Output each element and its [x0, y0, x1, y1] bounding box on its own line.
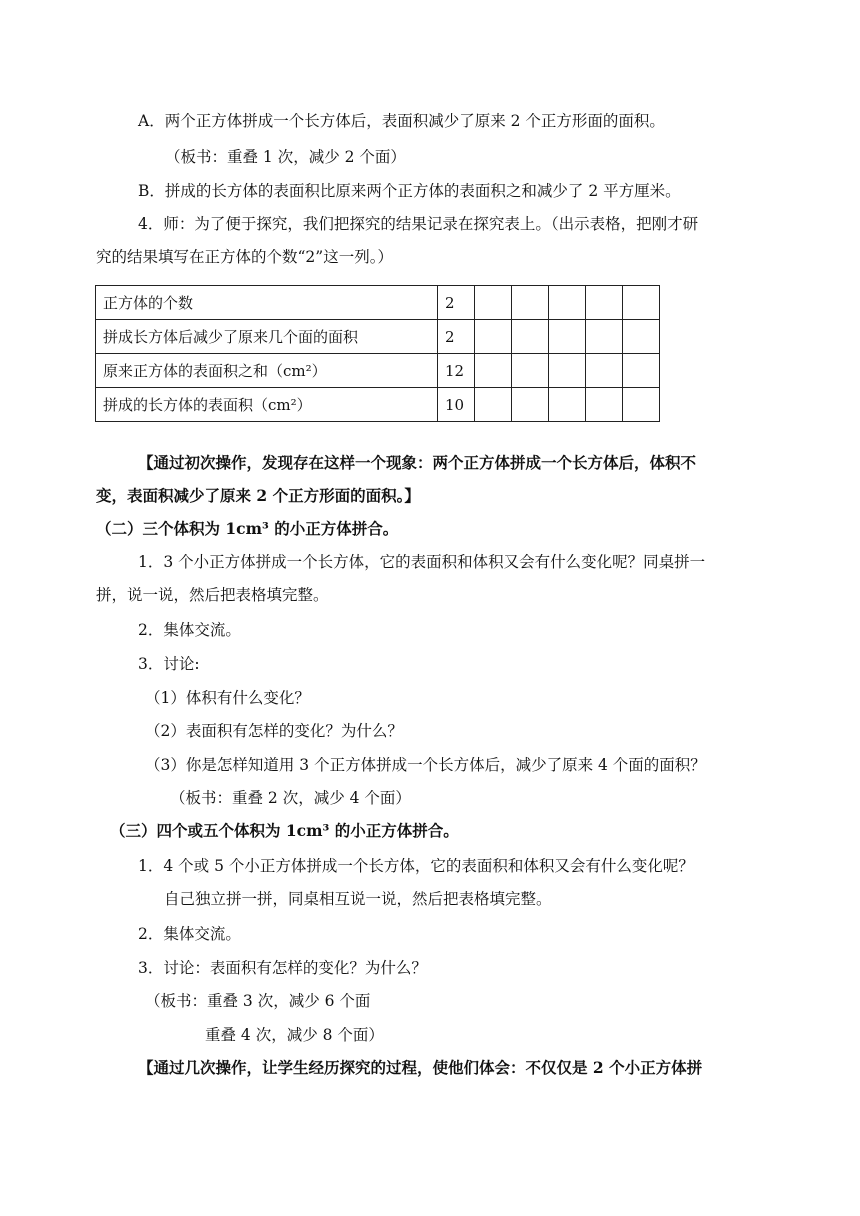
empty-cell [475, 388, 512, 422]
text-line: 2．集体交流。 [138, 621, 241, 639]
text-line: A．两个正方体拼成一个长方体后，表面积减少了原来 2 个正方形面的面积。 [138, 112, 665, 130]
empty-cell [623, 286, 660, 320]
results-table [95, 285, 660, 422]
empty-cell [512, 320, 549, 354]
empty-cell [623, 320, 660, 354]
bold-note: 变，表面积减少了原来 2 个正方形面的面积。】 [96, 486, 420, 505]
text-line: B．拼成的长方体的表面积比原来两个正方体的表面积之和减少了 2 平方厘米。 [138, 182, 681, 200]
text-line: 拼，说一说，然后把表格填完整。 [96, 586, 329, 604]
text-line: 2．集体交流。 [138, 925, 241, 943]
empty-cell [623, 354, 660, 388]
empty-cell [586, 354, 623, 388]
empty-cell [475, 354, 512, 388]
text-line: （板书：重叠 2 次，减少 4 个面） [170, 789, 411, 807]
table-row [96, 388, 660, 422]
text-line: 究的结果填写在正方体的个数“2”这一列。） [96, 248, 393, 266]
text-line: 自己独立拼一拼，同桌相互说一说，然后把表格填完整。 [164, 890, 552, 908]
text-line: （板书：重叠 3 次，减少 6 个面 [145, 992, 371, 1010]
table-cell: 12 [438, 354, 475, 388]
empty-cell [549, 286, 586, 320]
text-line: （1）体积有什么变化？ [145, 689, 310, 707]
text-line: 1．3 个小正方体拼成一个长方体，它的表面积和体积又会有什么变化呢？同桌拼一 [138, 553, 706, 571]
empty-cell [512, 286, 549, 320]
empty-cell [623, 388, 660, 422]
bold-note: 【通过几次操作，让学生经历探究的过程，使他们体会：不仅仅是 2 个小正方体拼 [138, 1058, 703, 1077]
text-line: 3．讨论: [138, 655, 200, 673]
empty-cell [586, 320, 623, 354]
text-line: （2）表面积有怎样的变化？为什么？ [145, 722, 403, 740]
table-row-label: 原来正方体的表面积之和（cm²） [96, 354, 438, 388]
table-row [96, 320, 660, 354]
empty-cell [549, 354, 586, 388]
empty-cell [586, 286, 623, 320]
empty-cell [475, 286, 512, 320]
table-cell: 2 [438, 320, 475, 354]
table-row-label: 正方体的个数 [96, 286, 438, 320]
text-line: 4．师：为了便于探究，我们把探究的结果记录在探究表上。（出示表格，把刚才研 [138, 215, 699, 233]
text-line: 3．讨论：表面积有怎样的变化？为什么？ [138, 959, 427, 977]
table-cell: 10 [438, 388, 475, 422]
text-line: 重叠 4 次，减少 8 个面） [205, 1026, 384, 1044]
text-line: （板书：重叠 1 次，减少 2 个面） [165, 148, 406, 166]
text-line: 1．4 个或 5 个小正方体拼成一个长方体，它的表面积和体积又会有什么变化呢？ [138, 857, 694, 875]
empty-cell [586, 388, 623, 422]
empty-cell [512, 354, 549, 388]
empty-cell [549, 388, 586, 422]
section-heading: （三）四个或五个体积为 1cm³ 的小正方体拼合。 [110, 821, 459, 840]
empty-cell [549, 320, 586, 354]
table-cell: 2 [438, 286, 475, 320]
table-row-label: 拼成的长方体的表面积（cm²） [96, 388, 438, 422]
table-row [96, 354, 660, 388]
section-heading: （二）三个体积为 1cm³ 的小正方体拼合。 [96, 519, 399, 538]
table-row [96, 286, 660, 320]
text-line: （3）你是怎样知道用 3 个正方体拼成一个长方体后，减少了原来 4 个面的面积？ [145, 756, 706, 774]
empty-cell [512, 388, 549, 422]
table-row-label: 拼成长方体后减少了原来几个面的面积 [96, 320, 438, 354]
bold-note: 【通过初次操作，发现存在这样一个现象：两个正方体拼成一个长方体后，体积不 [138, 453, 697, 472]
empty-cell [475, 320, 512, 354]
